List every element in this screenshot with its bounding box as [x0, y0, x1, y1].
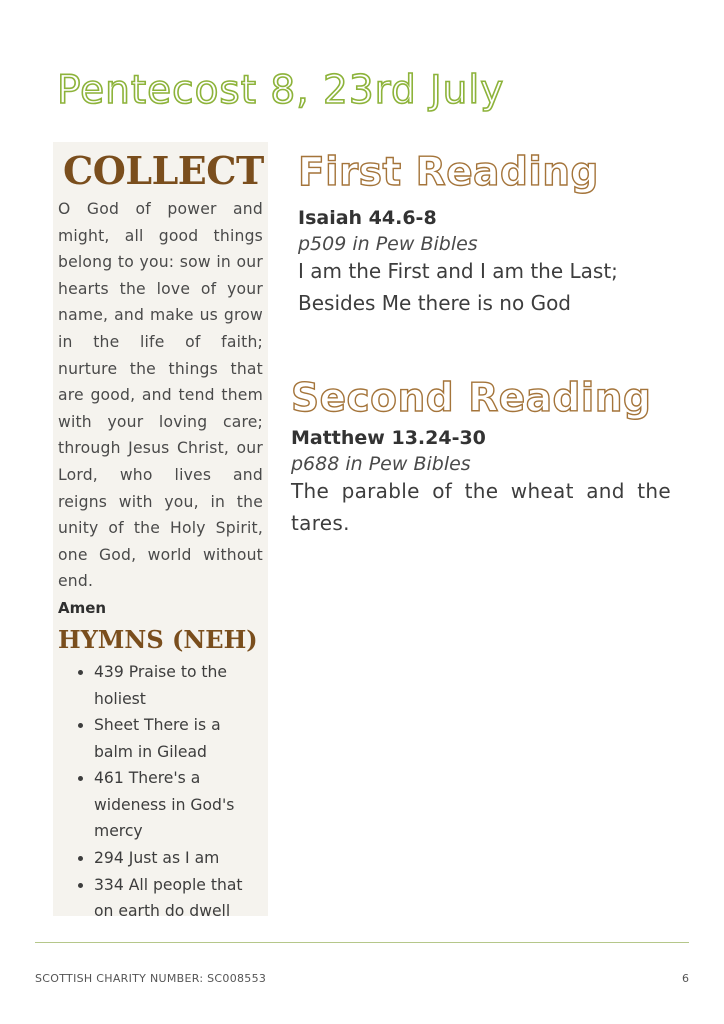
first-reading-heading: First Reading: [298, 150, 599, 195]
second-reading-verse: The parable of the wheat and the tares.: [291, 479, 671, 535]
footer-divider: [35, 942, 689, 943]
collect-text: O God of power and might, all good things belong to you: sow in our hearts the love of your name, and make us grow in the life of faith; nurture the things that are good, and tend them with your loving care; through Jesus Christ, our Lord, who lives and reigns with you, in the unity of the Holy Spirit, one God, world without end.: [58, 200, 263, 591]
second-reading-page-ref: p688 in Pew Bibles: [291, 453, 471, 475]
first-reading-verse-line1: I am the First and I am the Last;: [298, 259, 618, 283]
hymn-item: • 294 Just as I am: [94, 845, 263, 872]
collect-heading: COLLECT: [63, 148, 264, 193]
first-reading-section: [298, 150, 678, 319]
page-number: 6: [682, 972, 689, 985]
second-reading-reference: Matthew 13.24-30: [291, 427, 486, 449]
page-title: Pentecost 8, 23rd July: [57, 68, 505, 113]
hymn-item: • 461 There's a wideness in God's mercy: [94, 765, 263, 845]
first-reading-page-ref: p509 in Pew Bibles: [298, 233, 478, 255]
second-reading-section: [291, 376, 671, 539]
first-reading-verse-line2: Besides Me there is no God: [298, 291, 571, 315]
hymns-heading: HYMNS (NEH): [58, 624, 258, 654]
hymn-item: • Sheet There is a balm in Gilead: [94, 712, 263, 765]
second-reading-heading: Second Reading: [291, 376, 652, 421]
hymn-item: • 334 All people that on earth do dwell: [94, 872, 263, 925]
collect-sidebar: [53, 142, 268, 921]
first-reading-reference: Isaiah 44.6-8: [298, 207, 437, 229]
charity-number: SCOTTISH CHARITY NUMBER: SC008553: [35, 972, 267, 985]
hymn-item: • 439 Praise to the holiest: [94, 659, 263, 712]
hymns-list: [58, 659, 263, 925]
collect-amen: Amen: [58, 598, 107, 617]
